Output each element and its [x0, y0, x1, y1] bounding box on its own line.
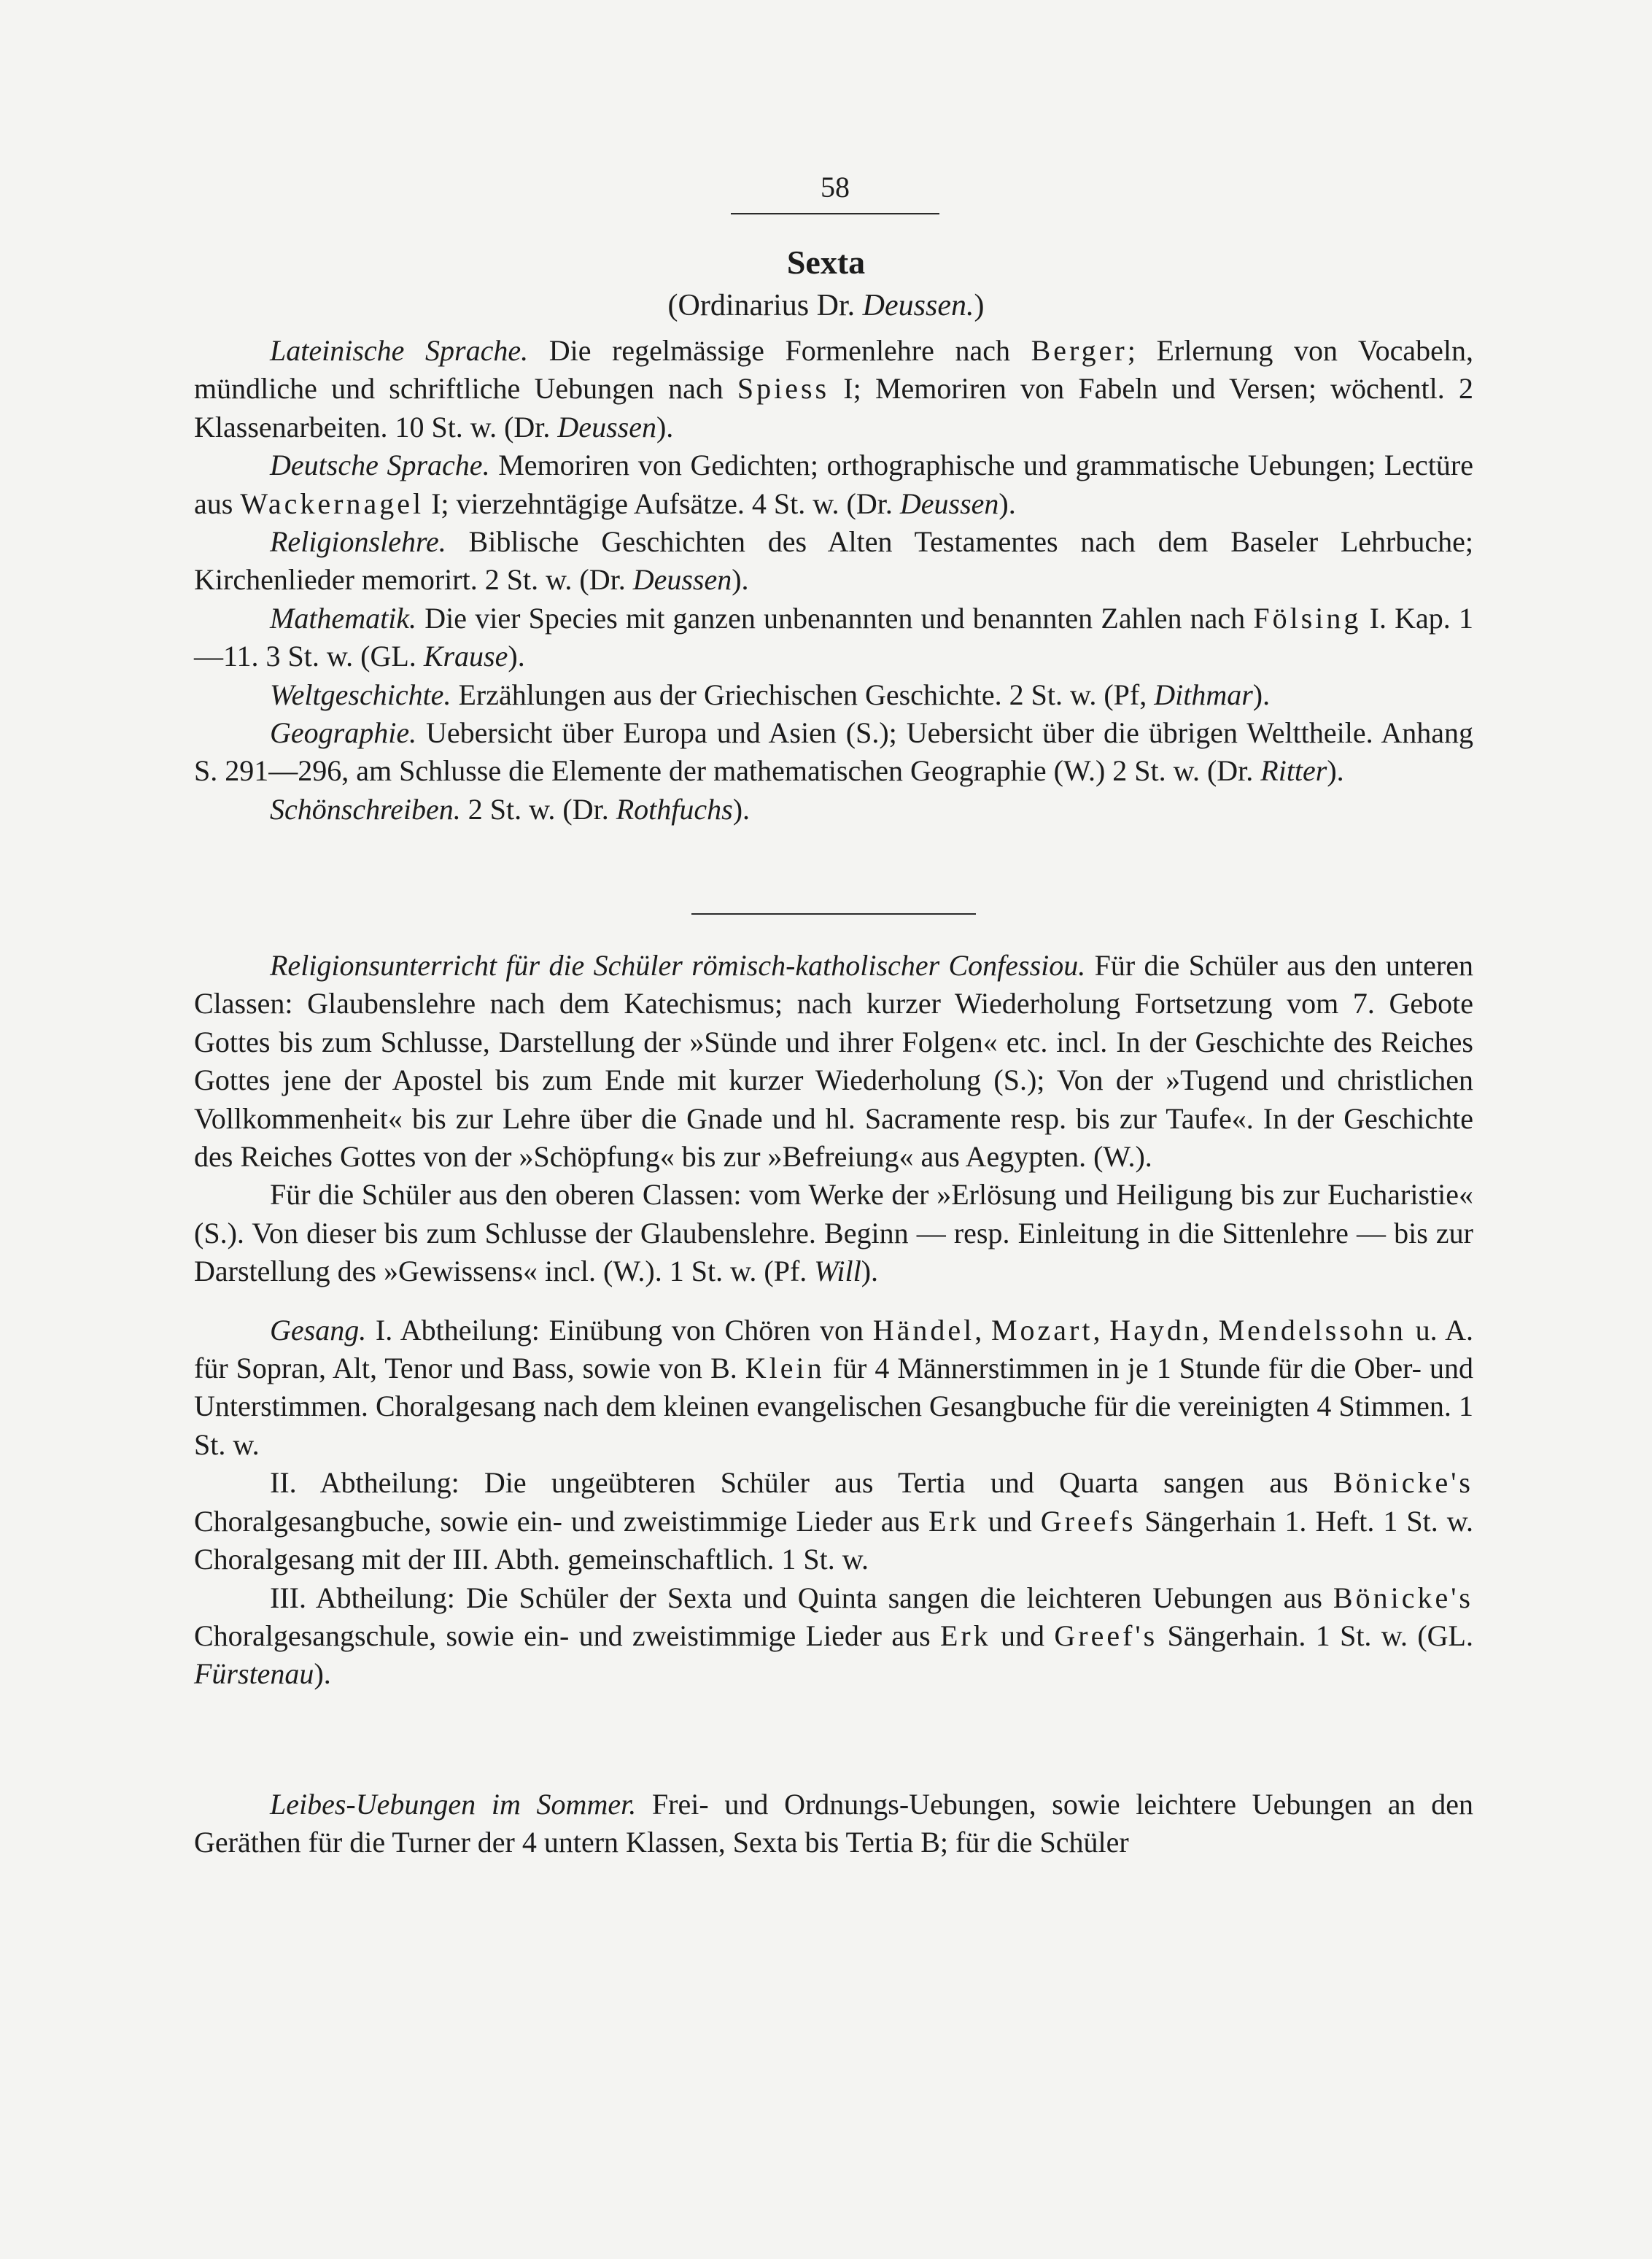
religion-catholic-para2: Für die Schüler aus den oberen Classen: vom Werke der »Erlösung und Heiligung bis zur Eucharistie« (S.). Von dieser bis zum Schlusse der Glaubenslehre. Beginn — resp. Einleitung in die Sittenlehre — bis zur Darstellung des »Gewissens« incl. (W.). 1 St. w. (Pf. Will). [194, 1178, 1473, 1288]
additional-section [194, 947, 1473, 1694]
subject-geography: Geographie. Uebersicht über Europa und Asien (S.); Uebersicht über die übrigen Welttheile. Anhang S. 291—296, am Schlusse die Elemente der mathematischen Geographie (W.) 2 St. w. (Dr. Ritter). [194, 716, 1473, 788]
subject-religion: Religionslehre. Biblische Geschichten des Alten Testamentes nach dem Baseler Lehrbuche; Kirchenlieder memorirt. 2 St. w. (Dr. Deussen). [194, 525, 1473, 597]
subject-history: Weltgeschichte. Erzählungen aus der Griechischen Geschichte. 2 St. w. (Pf, Dithmar). [270, 678, 1271, 711]
subject-german: Deutsche Sprache. Memoriren von Gedichten; orthographische und grammatische Uebungen; Lectüre aus Wackernagel I; vierzehntägige Aufsätze. 4 St. w. (Dr. Deussen). [194, 449, 1474, 520]
subjects-section [194, 332, 1473, 829]
subject-math: Mathematik. Die vier Species mit ganzen unbenannten und benannten Zahlen nach Fölsing I. Kap. 1—11. 3 St. w. (GL. Krause). [194, 601, 1473, 673]
religion-catholic-para1: Religionsunterricht für die Schüler römisch-katholischer Confessiou. Für die Schüler aus den unteren Classen: Glaubenslehre nach dem Katechismus; nach kurzer Wiederholung Fortsetzung vom 7. Gebote Gottes bis zum Schlusse, Darstellung der »Sünde und ihrer Folgen« etc. incl. In der Geschichte des Reiches Gottes jene der Apostel bis zum Ende mit kurzer Wiederholung (S.); Von der »Tugend und christlichen Vollkommenheit« bis zur Lehre über die Gnade und hl. Sacramente resp. bis zur Taufe«. In der Geschichte des Reiches Gottes von der »Schöpfung« bis zur »Befreiung« aus Aegypten. (W.). [194, 949, 1473, 1174]
section-divider [691, 913, 976, 915]
subject-handwriting: Schönschreiben. 2 St. w. (Dr. Rothfuchs). [270, 792, 751, 826]
section-heading: Sexta [786, 244, 866, 281]
singing-division-1: Gesang. I. Abtheilung: Einübung von Chören von Händel, Mozart, Haydn, Mendelssohn u. A. für Sopran, Alt, Tenor und Bass, sowie von B. Klein für 4 Männerstimmen in je 1 Stunde für die Ober- und Unterstimmen. Choralgesang nach dem kleinen evangelischen Gesangbuche für die vereinigten 4 Stimmen. 1 St. w. [194, 1313, 1474, 1461]
singing-division-3: III. Abtheilung: Die Schüler der Sexta und Quinta sangen die leichteren Uebungen aus Bönicke's Choralgesangschule, sowie ein- und zweistimmige Lieder aus Erk und Greef's Sängerhain. 1 St. w. (GL. Fürstenau). [194, 1581, 1473, 1691]
physical-education-para: Leibes-Uebungen im Sommer. Frei- und Ordnungs-Uebungen, sowie leichtere Uebungen an den Geräthen für die Turner der 4 untern Klassen, Sexta bis Tertia B; für die Schüler [194, 1788, 1473, 1859]
physical-education-section [194, 1786, 1473, 1862]
singing-division-2: II. Abtheilung: Die ungeübteren Schüler aus Tertia und Quarta sangen aus Bönicke's Choralgesangbuche, sowie ein- und zweistimmige Lieder aus Erk und Greefs Sängerhain 1. Heft. 1 St. w. Choralgesang mit der III. Abth. gemeinschaftlich. 1 St. w. [194, 1466, 1474, 1576]
subject-latin: Lateinische Sprache. Die regelmässige Formenlehre nach Berger; Erlernung von Vocabeln, mündliche und schriftliche Uebungen nach Spiess I; Memoriren von Fabeln und Versen; wöchentl. 2 Klassenarbeiten. 10 St. w. (Dr. Deussen). [194, 334, 1474, 443]
header-rule [731, 213, 939, 214]
ordinarius-line: (Ordinarius Dr. Deussen.) [667, 289, 985, 322]
page-number: 58 [821, 171, 850, 204]
